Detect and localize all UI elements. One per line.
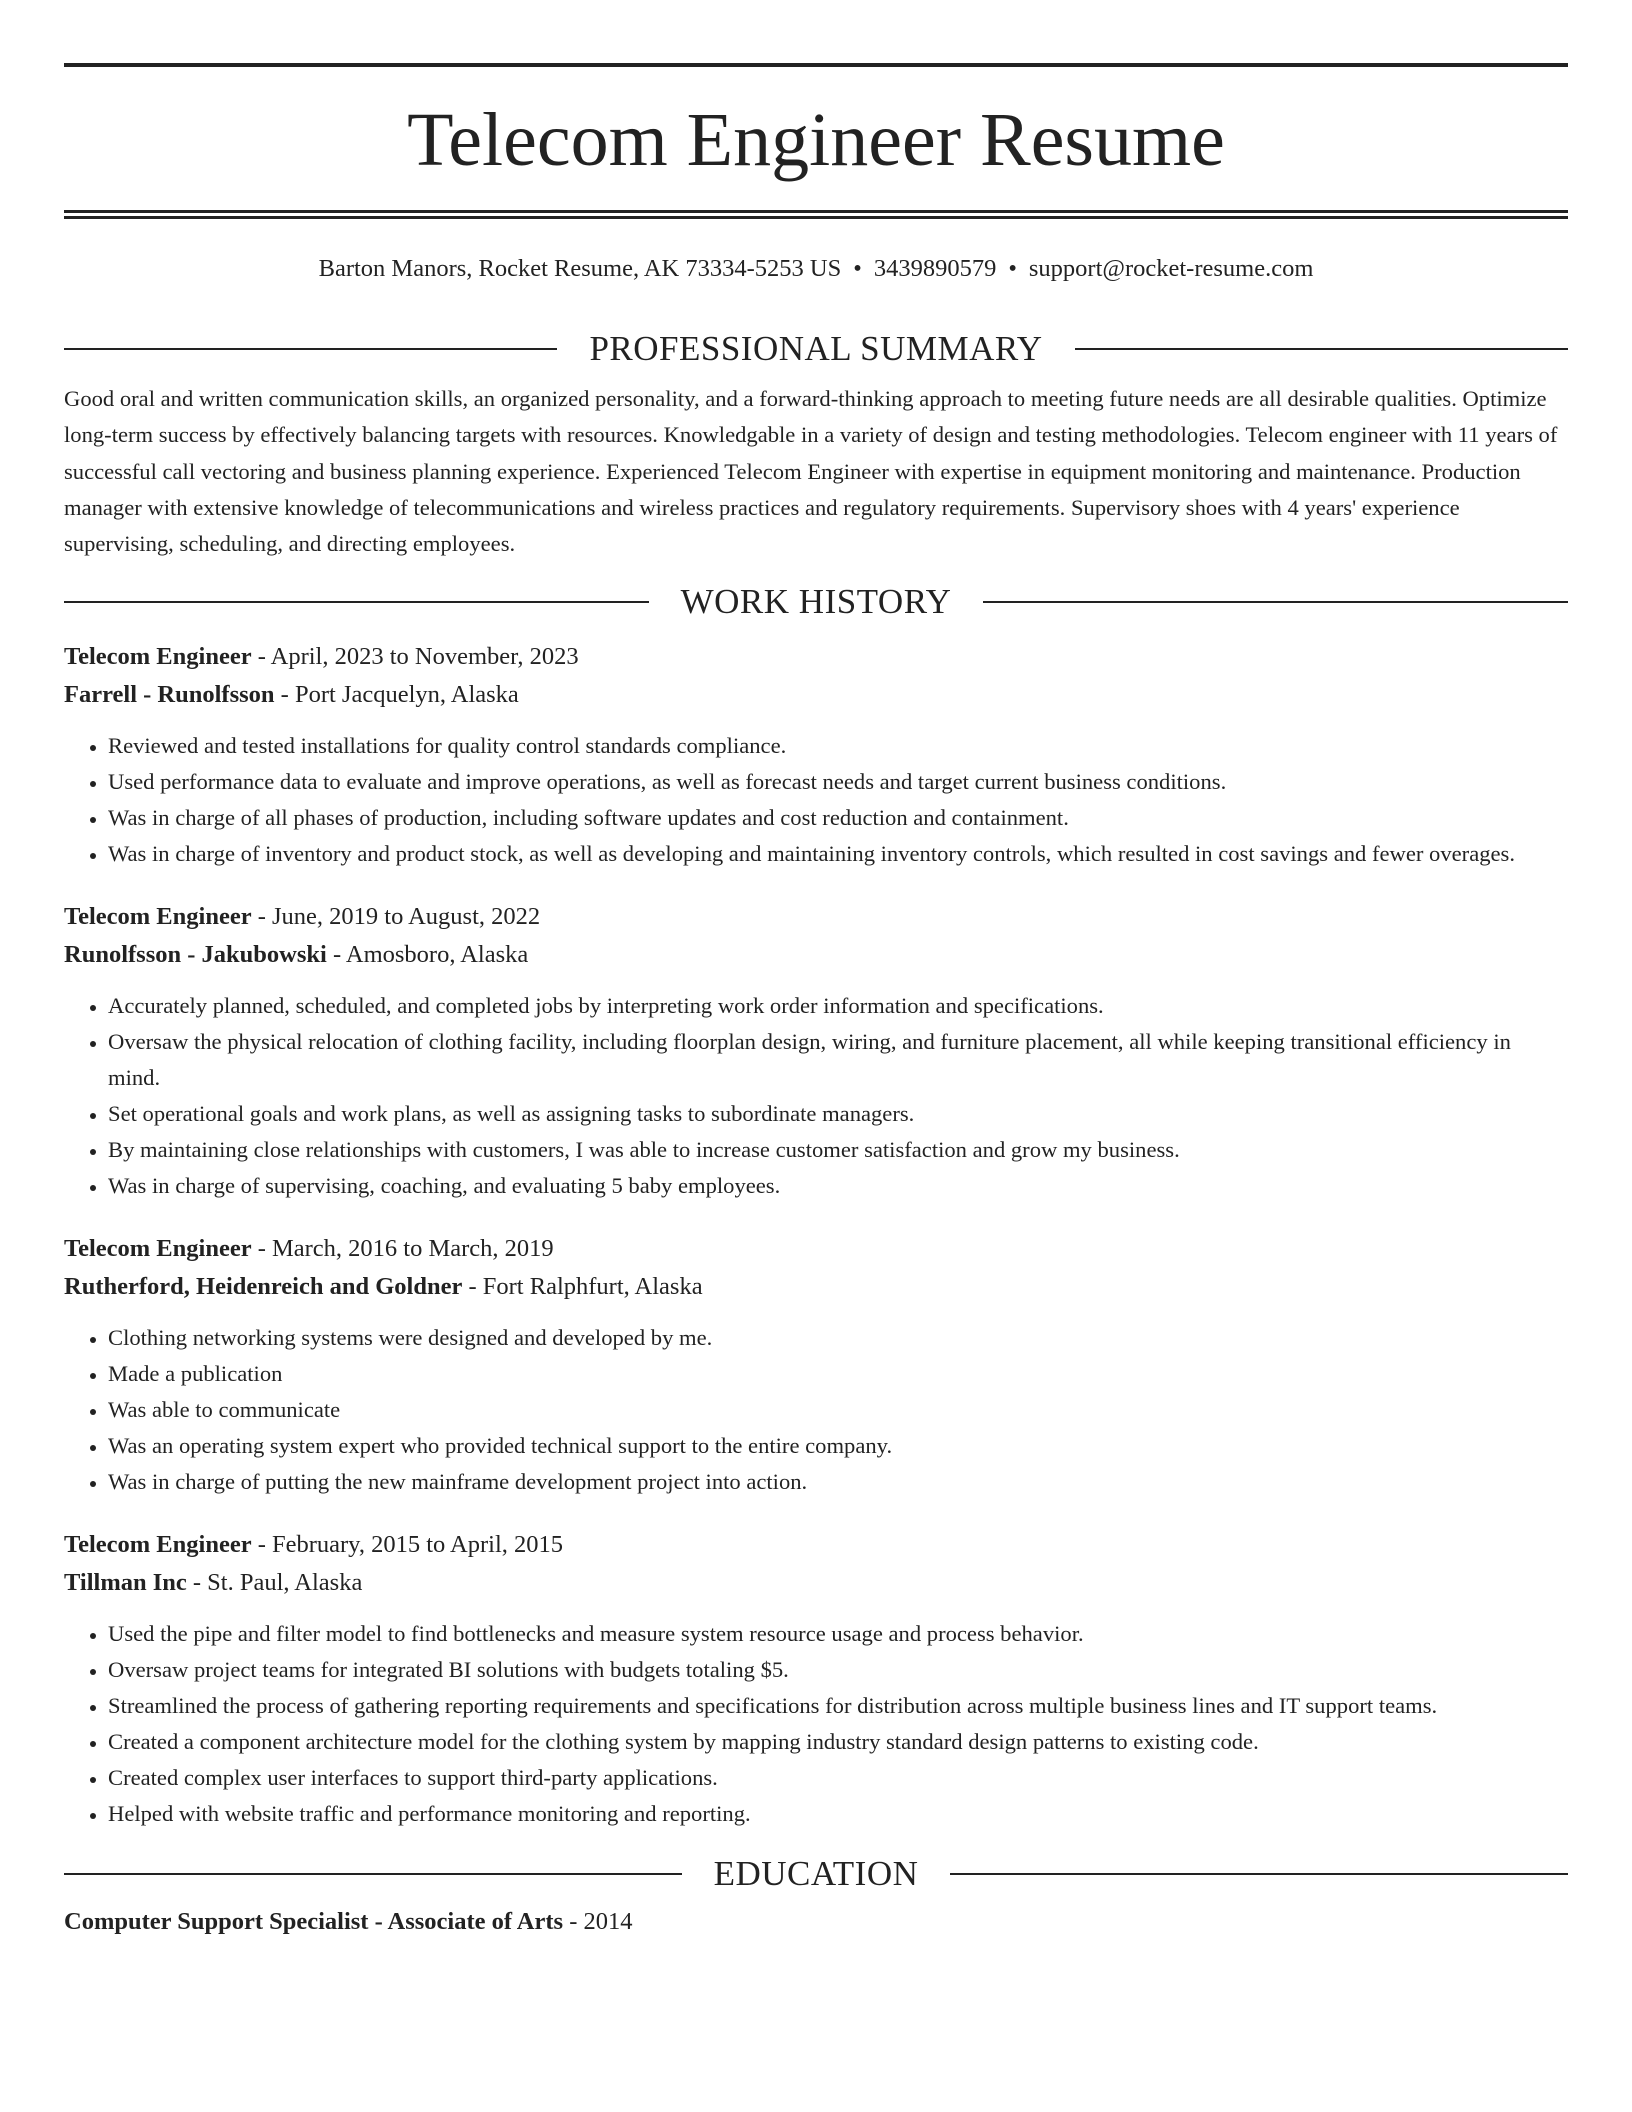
section-title: WORK HISTORY <box>680 582 952 622</box>
company-line <box>64 1268 1568 1306</box>
education-section-heading <box>64 1854 1568 1894</box>
job-bullets <box>64 1616 1568 1832</box>
top-rule <box>64 63 1568 67</box>
company-name: Runolfsson - Jakubowski <box>64 941 327 969</box>
list-item: • Was an operating system expert who provided technical support to the entire company. <box>108 1428 1568 1464</box>
section-title: EDUCATION <box>713 1854 919 1894</box>
job-entry <box>64 1230 1568 1500</box>
contact-separator: • <box>853 255 862 282</box>
list-item: • Clothing networking systems were designed and developed by me. <box>108 1320 1568 1356</box>
degree-name: Computer Support Specialist - Associate of Arts <box>64 1908 564 1936</box>
work-section-heading <box>64 582 1568 622</box>
company-name: Farrell - Runolfsson <box>64 681 275 709</box>
list-item: • Set operational goals and work plans, as well as assigning tasks to subordinate managers. <box>108 1096 1568 1132</box>
divider-line <box>64 348 557 350</box>
education-list <box>64 1904 1568 1940</box>
summary-section-heading <box>64 329 1568 369</box>
list-item: • Was in charge of inventory and product stock, as well as developing and maintaining inventory controls, which resulted in cost savings and fewer overages. <box>108 836 1568 872</box>
page-title: Telecom Engineer Resume <box>407 98 1225 182</box>
list-item: • Created complex user interfaces to support third-party applications. <box>108 1760 1568 1796</box>
job-title: Telecom Engineer <box>64 1531 252 1559</box>
contact-phone: 3439890579 <box>873 255 997 282</box>
company-line <box>64 676 1568 714</box>
list-item: • Was in charge of supervising, coaching, and evaluating 5 baby employees. <box>108 1168 1568 1204</box>
resume-page <box>64 0 1568 1940</box>
job-title: Telecom Engineer <box>64 643 252 671</box>
job-entry <box>64 1526 1568 1832</box>
title-double-rule <box>64 210 1568 219</box>
list-item: • Was able to communicate <box>108 1392 1568 1428</box>
contact-line <box>64 253 1568 285</box>
divider-line <box>64 601 649 603</box>
divider-line <box>983 601 1568 603</box>
list-item: • Oversaw the physical relocation of clothing facility, including floorplan design, wiring, and furniture placement, all while keeping transitional efficiency in mind. <box>108 1024 1568 1096</box>
company-location: - Amosboro, Alaska <box>326 941 529 969</box>
divider-line <box>64 1873 682 1875</box>
job-title-line <box>64 1230 1568 1268</box>
job-title-line <box>64 898 1568 936</box>
job-entry <box>64 638 1568 872</box>
job-title-line <box>64 1526 1568 1564</box>
job-title: Telecom Engineer <box>64 1235 252 1263</box>
list-item: • Helped with website traffic and performance monitoring and reporting. <box>108 1796 1568 1832</box>
job-dates: - April, 2023 to November, 2023 <box>251 643 579 671</box>
job-title-line <box>64 638 1568 676</box>
education-year: - 2014 <box>563 1908 633 1936</box>
list-item: • Was in charge of putting the new mainframe development project into action. <box>108 1464 1568 1500</box>
job-dates: - March, 2016 to March, 2019 <box>251 1235 554 1263</box>
contact-email: support@rocket-resume.com <box>1028 255 1314 282</box>
education-entry <box>64 1904 1568 1940</box>
job-dates: - February, 2015 to April, 2015 <box>251 1531 564 1559</box>
company-line <box>64 1564 1568 1602</box>
company-line <box>64 936 1568 974</box>
company-name: Rutherford, Heidenreich and Goldner <box>64 1273 463 1301</box>
contact-address: Barton Manors, Rocket Resume, AK 73334-5253 US <box>318 255 842 282</box>
job-title: Telecom Engineer <box>64 903 252 931</box>
list-item: • Created a component architecture model for the clothing system by mapping industry standard design patterns to existing code. <box>108 1724 1568 1760</box>
list-item: • Was in charge of all phases of production, including software updates and cost reduction and containment. <box>108 800 1568 836</box>
job-bullets <box>64 1320 1568 1500</box>
company-location: - Fort Ralphfurt, Alaska <box>462 1273 703 1301</box>
list-item: • Oversaw project teams for integrated BI solutions with budgets totaling $5. <box>108 1652 1568 1688</box>
job-bullets <box>64 728 1568 872</box>
job-dates: - June, 2019 to August, 2022 <box>251 903 541 931</box>
list-item: • By maintaining close relationships with customers, I was able to increase customer satisfaction and grow my business. <box>108 1132 1568 1168</box>
list-item: • Streamlined the process of gathering reporting requirements and specifications for distribution across multiple business lines and IT support teams. <box>108 1688 1568 1724</box>
list-item: • Used performance data to evaluate and improve operations, as well as forecast needs and target current business conditions. <box>108 764 1568 800</box>
list-item: • Reviewed and tested installations for quality control standards compliance. <box>108 728 1568 764</box>
divider-line <box>950 1873 1568 1875</box>
work-history-list <box>64 638 1568 1832</box>
section-title: PROFESSIONAL SUMMARY <box>589 329 1043 368</box>
summary-text: Good oral and written communication skills, an organized personality, and a forward-thinking approach to meeting future needs are all desirable qualities. Optimize long-term success by effectively balancing targets with resources. Knowledgable in a variety of design and testing methodologies. Telecom engineer with 11 years of successful call vectoring and business planning experience. Experienced Telecom Engineer with expertise in equipment monitoring and maintenance. Production manager with extensive knowledge of telecommunications and wireless practices and regulatory requirements. Supervisory shoes with 4 years' experience supervising, scheduling, and directing employees. <box>64 386 1558 557</box>
list-item: • Made a publication <box>108 1356 1568 1392</box>
job-bullets <box>64 988 1568 1204</box>
divider-line <box>1075 348 1568 350</box>
contact-separator: • <box>1008 255 1017 282</box>
job-entry <box>64 898 1568 1204</box>
company-name: Tillman Inc <box>64 1569 187 1597</box>
company-location: - St. Paul, Alaska <box>186 1569 363 1597</box>
list-item: • Accurately planned, scheduled, and completed jobs by interpreting work order information and specifications. <box>108 988 1568 1024</box>
company-location: - Port Jacquelyn, Alaska <box>274 681 519 709</box>
list-item: • Used the pipe and filter model to find bottlenecks and measure system resource usage and process behavior. <box>108 1616 1568 1652</box>
